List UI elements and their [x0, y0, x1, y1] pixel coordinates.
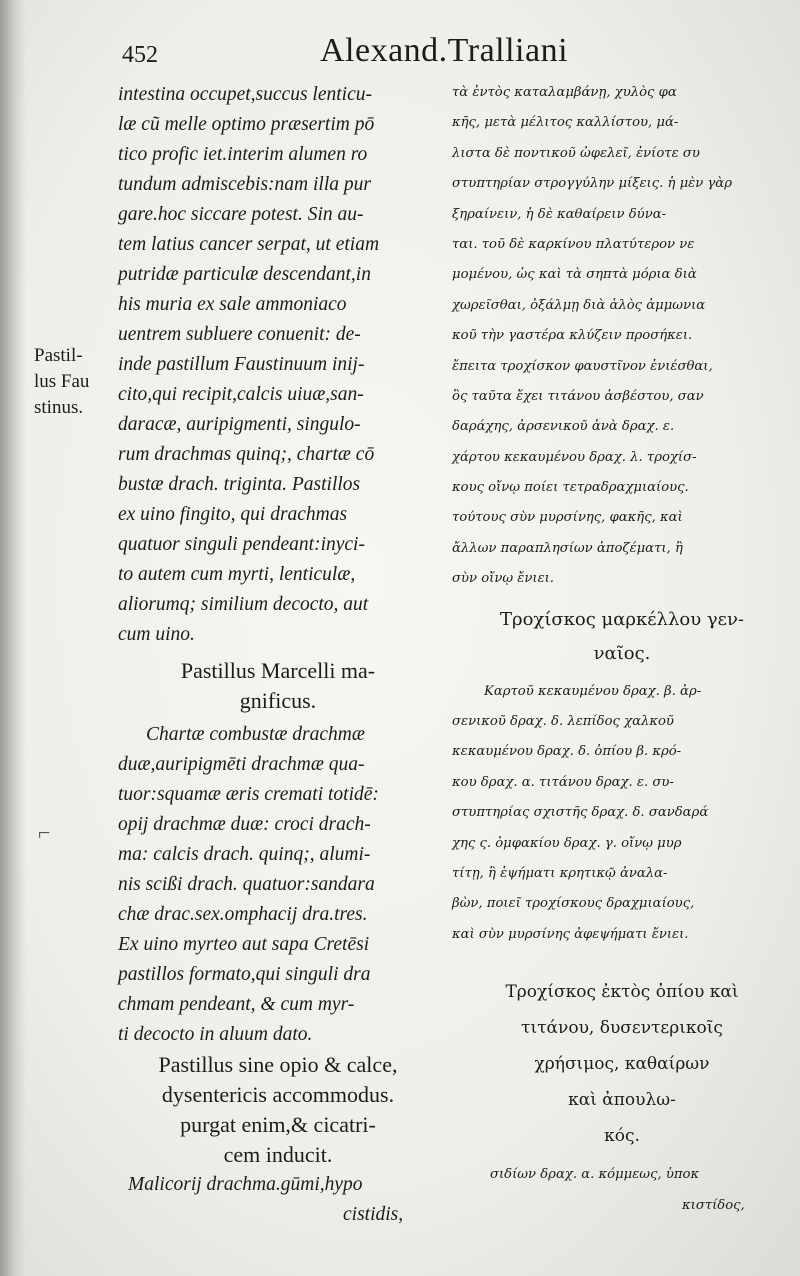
- text-line: κους οἴνῳ ποίει τετραδραχμιαίους.: [452, 480, 689, 496]
- latin-heading-sine-opio: [118, 1050, 438, 1170]
- text-line: duæ,auripigmēti drachmæ qua-: [118, 754, 365, 775]
- heading-line: χρήσιμος, καθαίρων: [534, 1054, 710, 1075]
- greek-paragraph-3: [452, 1160, 792, 1221]
- text-line: gare.hoc siccare potest. Sin au-: [118, 204, 364, 225]
- text-line: κεκαυμένου δραχ. δ. ὀπίου β. κρό-: [452, 744, 682, 760]
- heading-line: gnificus.: [239, 688, 317, 713]
- margin-note-line: Pastil-: [34, 345, 83, 366]
- text-line: σὺν οἴνῳ ἔνιει.: [452, 571, 555, 587]
- text-line: μομένου, ὡς καὶ τὰ σηπτὰ μόρια διὰ: [452, 267, 697, 283]
- text-line: bustæ drach. triginta. Pastillos: [118, 474, 361, 495]
- text-line: quatuor singuli pendeant:inyci-: [118, 534, 365, 555]
- text-line: tundum admiscebis:nam illa pur: [118, 174, 371, 195]
- text-line: δαράχης, ἀρσενικοῦ ἀνὰ δραχ. ε.: [452, 419, 675, 435]
- text-line: ξηραίνειν, ἡ δὲ καθαίρειν δύνα-: [452, 206, 667, 222]
- latin-paragraph-2: [118, 720, 438, 1050]
- text-line: ὃς ταῦτα ἔχει τιτάνου ἀσβέστου, σαν: [452, 388, 704, 404]
- margin-note: [34, 343, 89, 421]
- text-line: σιδίων δραχ. α. κόμμεως, ὑποκ: [490, 1167, 700, 1183]
- margin-note-line: stinus.: [34, 397, 84, 418]
- heading-line: purgat enim,& cicatri-: [180, 1112, 376, 1137]
- greek-column: [452, 78, 792, 1221]
- heading-line: cem inducit.: [223, 1142, 333, 1167]
- text-line: ma: calcis drach. quinq;, alumi-: [118, 844, 371, 865]
- text-line: ἔπειτα τροχίσκον φαυστῖνον ἐνιέσθαι,: [452, 358, 713, 374]
- text-line: cito,qui recipit,calcis uiuæ,san-: [118, 384, 364, 405]
- heading-line: Pastillus sine opio & calce,: [158, 1052, 398, 1077]
- text-line: τὰ ἐντὸς καταλαμβάνῃ, χυλὸς φα: [452, 85, 677, 100]
- text-line: læ cũ melle optimo præsertim pō: [118, 114, 375, 135]
- text-line: κου δραχ. α. τιτάνου δραχ. ε. συ-: [452, 774, 674, 790]
- text-line: intestina occupet,succus lenticu-: [118, 84, 372, 105]
- latin-paragraph-3: [118, 1170, 438, 1230]
- text-line: daracæ, auripigmenti, singulo-: [118, 414, 361, 435]
- text-line: κῆς, μετὰ μέλιτος καλλίστου, μά-: [452, 115, 679, 131]
- page-number: 452: [122, 42, 158, 68]
- text-line: cum uino.: [118, 624, 195, 645]
- text-line: uentrem subluere conuenit: de-: [118, 324, 361, 345]
- greek-paragraph-2: [452, 677, 792, 951]
- text-line: tico profic iet.interim alumen ro: [118, 144, 368, 165]
- text-line: tem latius cancer serpat, ut etiam: [118, 234, 380, 255]
- text-line: pastillos formato,qui singuli dra: [118, 964, 371, 985]
- text-line: ex uino fingito, qui drachmas: [118, 504, 348, 525]
- text-line: Καρτοῦ κεκαυμένου δραχ. β. ἀρ-: [484, 683, 702, 699]
- greek-heading-marcelli: [452, 603, 792, 671]
- latin-paragraph-1: [118, 80, 438, 650]
- text-line: inde pastillum Faustinuum inij-: [118, 354, 365, 375]
- text-line: putridæ particulæ descendant,in: [118, 264, 371, 285]
- text-line: ται. τοῦ δὲ καρκίνου πλατύτερον νε: [452, 236, 695, 252]
- text-line: λιστα δὲ ποντικοῦ ὠφελεῖ, ἐνίοτε συ: [452, 145, 700, 161]
- text-line: to autem cum myrti, lenticulæ,: [118, 564, 356, 585]
- heading-line: ναῖος.: [593, 642, 651, 664]
- text-line: Chartæ combustæ drachmæ: [146, 724, 365, 745]
- heading-line: Τροχίσκος μαρκέλλου γεν-: [499, 608, 744, 630]
- text-line: κοῦ τὴν γαστέρα κλύζειν προσήκει.: [452, 328, 693, 344]
- heading-line: Pastillus Marcelli ma-: [180, 658, 376, 683]
- latin-heading-marcelli: [118, 656, 438, 716]
- running-head: Alexand.Tralliani: [320, 32, 569, 69]
- heading-line: κός.: [604, 1126, 640, 1147]
- text-line: tuor:squamæ æris cremati totidē:: [118, 784, 379, 805]
- text-line: Ex uino myrteo aut sapa Cretēsi: [118, 934, 370, 955]
- text-line: ἄλλων παραπλησίων ἀποζέματι, ἢ: [452, 540, 683, 556]
- greek-paragraph-1: [452, 78, 792, 595]
- heading-line: dysentericis accommodus.: [161, 1082, 395, 1107]
- text-line: his muria ex sale ammoniaco: [118, 294, 347, 315]
- text-line: chæ drac.sex.omphacij dra.tres.: [118, 904, 368, 925]
- text-line: rum drachmas quinq;, chartæ cō: [118, 444, 375, 465]
- text-line: opij drachmæ duæ: croci drach-: [118, 814, 371, 835]
- text-line: cistidis,: [343, 1204, 404, 1225]
- text-line: χάρτου κεκαυμένου δραχ. λ. τροχίσ-: [452, 449, 697, 465]
- text-line: βὼν, ποιεῖ τροχίσκους δραχμιαίους,: [452, 896, 695, 912]
- heading-line: τιτάνου, δυσεντερικοῖς: [521, 1018, 723, 1039]
- text-line: χης ς. ὀμφακίου δραχ. γ. οἴνῳ μυρ: [452, 835, 682, 851]
- text-line: nis scißi drach. quatuor:sandara: [118, 874, 375, 895]
- latin-column: [118, 80, 438, 1230]
- text-line: chmam pendeant, & cum myr-: [118, 994, 355, 1015]
- text-line: τίτῃ, ἢ ἑψήματι κρητικῷ ἀναλα-: [452, 865, 668, 881]
- heading-line: Τροχίσκος ἐκτὸς ὀπίου καὶ: [505, 982, 739, 1003]
- text-line: στυπτηρίαν στρογγύλην μίξεις. ἡ μὲν γὰρ: [452, 176, 732, 192]
- text-line: ti decocto in aluum dato.: [118, 1024, 313, 1045]
- text-line: τούτους σὺν μυρσίνης, φακῆς, καὶ: [452, 510, 683, 526]
- margin-mark: ⌐: [38, 820, 51, 845]
- text-line: στυπτηρίας σχιστῆς δραχ. δ. σανδαρά: [452, 805, 709, 821]
- margin-note-line: lus Fau: [34, 371, 90, 392]
- text-line: καὶ σὺν μυρσίνης ἀφεψήματι ἔνιει.: [452, 926, 689, 942]
- text-line: Malicorij drachma.gūmi,hypo: [128, 1174, 363, 1195]
- heading-line: καὶ ἀπουλω-: [568, 1090, 676, 1111]
- text-line: σενικοῦ δραχ. δ. λεπίδος χαλκοῦ: [452, 714, 674, 730]
- greek-heading-ektos-opiou: [452, 974, 792, 1154]
- text-line: κιστίδος,: [682, 1197, 745, 1213]
- gutter-shadow: [0, 0, 26, 1276]
- text-line: χωρεῖσθαι, ὀξάλμῃ διὰ ἁλὸς ἀμμωνια: [452, 297, 706, 313]
- text-line: aliorumq; similium decocto, aut: [118, 594, 369, 615]
